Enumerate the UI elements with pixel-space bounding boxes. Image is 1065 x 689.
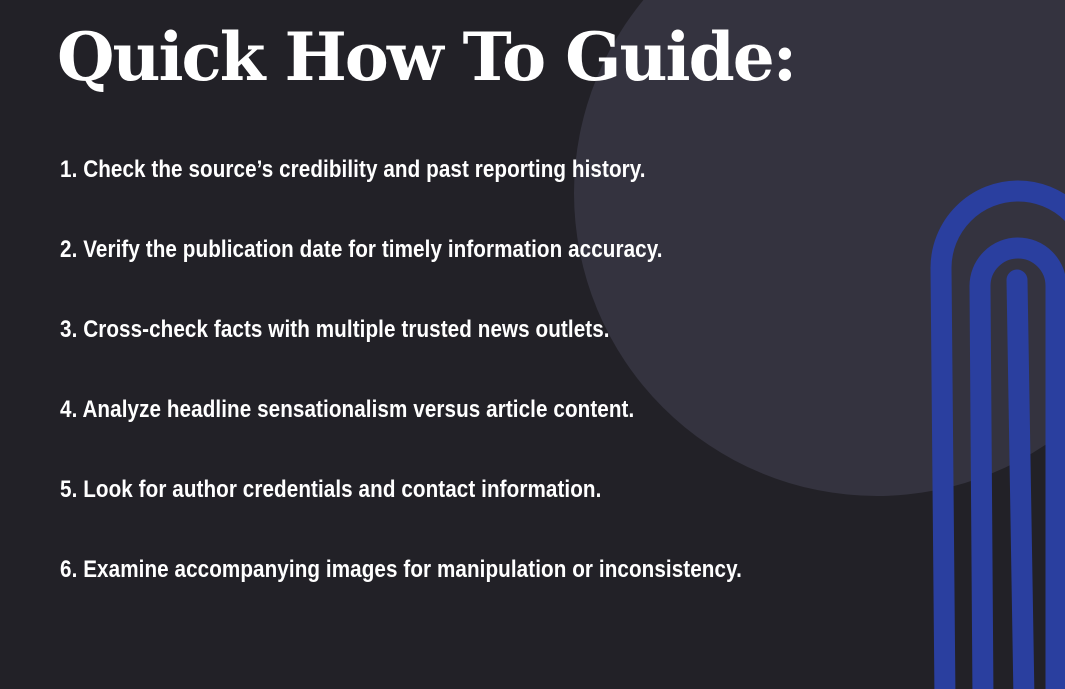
inner-arch bbox=[1017, 280, 1024, 689]
step-item: 4. Analyze headline sensationalism versus article content. bbox=[60, 396, 635, 423]
steps-list bbox=[60, 146, 853, 626]
step-item: 3. Cross-check facts with multiple trusted news outlets. bbox=[60, 316, 610, 343]
step-item: 1. Check the source’s credibility and past reporting history. bbox=[60, 156, 646, 183]
step-item: 5. Look for author credentials and contact information. bbox=[60, 476, 602, 503]
step-item: 6. Examine accompanying images for manipulation or inconsistency. bbox=[60, 556, 742, 583]
page-title: Quick How To Guide: bbox=[57, 18, 796, 96]
step-item: 2. Verify the publication date for timely information accuracy. bbox=[60, 236, 663, 263]
